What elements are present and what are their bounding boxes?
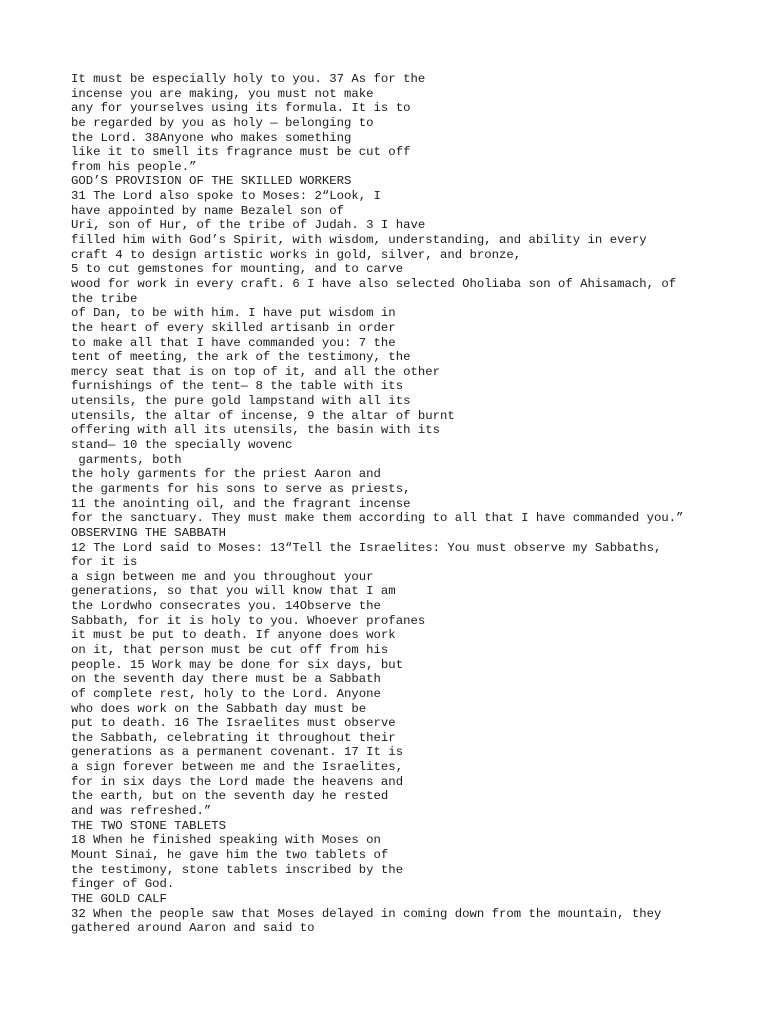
text-line: incense you are making, you must not make [71, 86, 374, 101]
text-line: mercy seat that is on top of it, and all the other [71, 364, 440, 379]
text-line: stand— 10 the specially wovenc [71, 438, 293, 453]
text-line: the Lordwho consecrates you. 14Observe the [71, 599, 381, 614]
text-line: the testimony, stone tablets inscribed by the [71, 862, 404, 877]
text-line: from his people.” [71, 159, 197, 174]
text-line: 12 The Lord said to Moses: 13“Tell the Israelites: You must observe my Sabbaths, [71, 540, 662, 555]
text-line: THE TWO STONE TABLETS [71, 818, 226, 833]
text-line: for in six days the Lord made the heavens and [71, 774, 404, 789]
text-line: for the sanctuary. They must make them according to all that I have commanded you.” [71, 511, 684, 526]
text-line: utensils, the altar of incense, 9 the altar of burnt [71, 408, 455, 423]
text-line: the tribe [71, 291, 138, 306]
text-line: for it is [71, 555, 138, 570]
text-line: craft 4 to design artistic works in gold, silver, and bronze, [71, 247, 522, 262]
text-line: GOD’S PROVISION OF THE SKILLED WORKERS [71, 174, 352, 189]
text-line: on it, that person must be cut off from his [71, 642, 389, 657]
text-line: generations as a permanent covenant. 17 It is [71, 745, 404, 760]
text-line: be regarded by you as holy — belonging to [71, 115, 374, 130]
text-line: 18 When he finished speaking with Moses on [71, 833, 381, 848]
text-line: It must be especially holy to you. 37 As for the [71, 72, 426, 86]
text-line: 31 The Lord also spoke to Moses: 2“Look, I [71, 189, 381, 204]
text-line: the Sabbath, celebrating it throughout their [71, 730, 396, 745]
text-line: tent of meeting, the ark of the testimony, the [71, 350, 411, 365]
text-line: on the seventh day there must be a Sabbath [71, 672, 381, 687]
text-line: filled him with God’s Spirit, with wisdom, understanding, and ability in every [71, 233, 647, 248]
text-line: 5 to cut gemstones for mounting, and to carve [71, 262, 404, 277]
text-line: have appointed by name Bezalel son of [71, 203, 345, 218]
text-line: the heart of every skilled artisanb in order [71, 320, 396, 335]
text-line: Uri, son of Hur, of the tribe of Judah. 3 I have [71, 218, 426, 233]
text-line: people. 15 Work may be done for six days, but [71, 657, 404, 672]
text-line: OBSERVING THE SABBATH [71, 525, 226, 540]
text-line: utensils, the pure gold lampstand with all its [71, 394, 411, 409]
text-line: who does work on the Sabbath day must be [71, 701, 367, 716]
document-text [71, 72, 731, 936]
text-line: 32 When the people saw that Moses delayed in coming down from the mountain, they [71, 906, 662, 921]
text-line: the Lord. 38Anyone who makes something [71, 130, 352, 145]
text-line: furnishings of the tent— 8 the table with its [71, 379, 404, 394]
text-line: finger of God. [71, 877, 175, 892]
text-line: a sign forever between me and the Israelites, [71, 760, 404, 775]
text-line: of complete rest, holy to the Lord. Anyone [71, 686, 381, 701]
text-line: 11 the anointing oil, and the fragrant incense [71, 496, 411, 511]
text-line: of Dan, to be with him. I have put wisdom in [71, 306, 396, 321]
text-line: THE GOLD CALF [71, 891, 167, 906]
text-line: generations, so that you will know that I am [71, 584, 396, 599]
text-line: Sabbath, for it is holy to you. Whoever profanes [71, 613, 426, 628]
text-line: and was refreshed.” [71, 804, 212, 819]
text-line: it must be put to death. If anyone does work [71, 628, 396, 643]
text-line: gathered around Aaron and said to [71, 921, 315, 936]
text-line: like it to smell its fragrance must be cut off [71, 145, 411, 160]
text-line: wood for work in every craft. 6 I have also selected Oholiaba son of Ahisamach, of [71, 276, 677, 291]
text-line: offering with all its utensils, the basin with its [71, 423, 440, 438]
text-line: the holy garments for the priest Aaron and [71, 467, 381, 482]
text-line: garments, both [71, 452, 182, 467]
text-line: a sign between me and you throughout your [71, 569, 374, 584]
text-line: any for yourselves using its formula. It is to [71, 101, 411, 116]
text-line: put to death. 16 The Israelites must observe [71, 716, 396, 731]
text-line: Mount Sinai, he gave him the two tablets of [71, 847, 389, 862]
text-line: to make all that I have commanded you: 7 the [71, 335, 396, 350]
text-line: the garments for his sons to serve as priests, [71, 481, 411, 496]
text-line: the earth, but on the seventh day he rested [71, 789, 389, 804]
